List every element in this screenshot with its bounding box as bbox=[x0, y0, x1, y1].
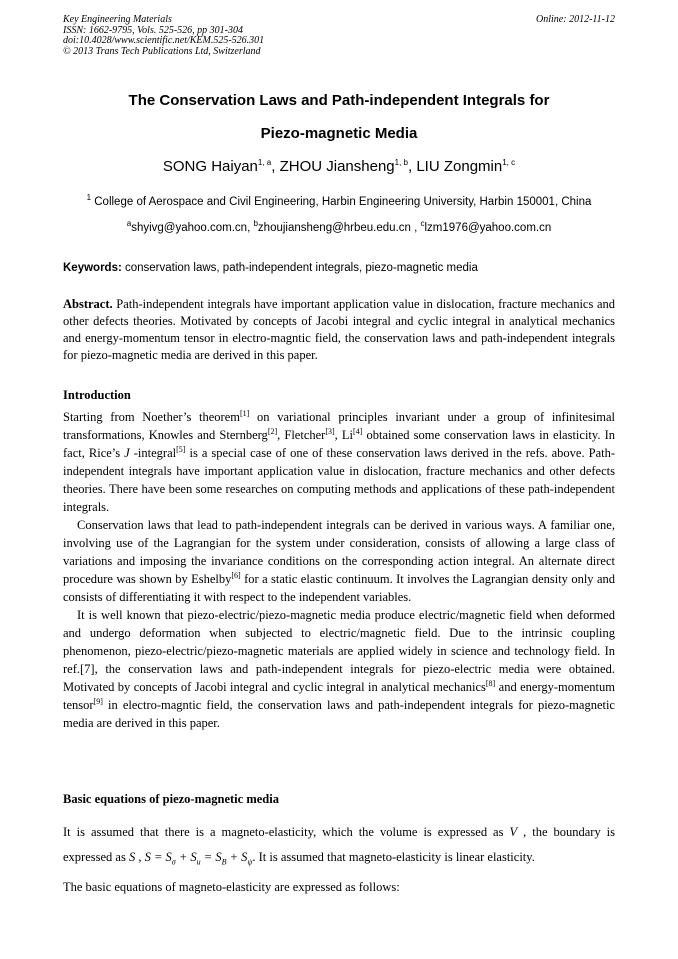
text-run: -integral bbox=[133, 446, 177, 460]
author-sup: 1, a bbox=[257, 158, 272, 167]
text-run: in electro-magntic field, the conservation laws and path-independent integrals for piezo-magnetic media are derived in this paper. bbox=[63, 698, 615, 730]
citation[interactable]: [2] bbox=[267, 426, 278, 436]
text-run: It is assumed that there is a magneto-elasticity, which the volume is expressed as bbox=[63, 825, 504, 839]
online-date: Online: 2012-11-12 bbox=[536, 14, 615, 25]
citation[interactable]: [4] bbox=[353, 426, 363, 436]
affiliation-text: College of Aerospace and Civil Engineering, Harbin Engineering University, Harbin 150001, China bbox=[94, 196, 592, 208]
math-symbol: J bbox=[124, 446, 130, 460]
math-symbol: V bbox=[509, 825, 518, 839]
citation[interactable]: [5] bbox=[176, 444, 186, 454]
email-sup: c bbox=[420, 219, 425, 229]
text-run: , Li bbox=[334, 428, 354, 442]
keywords-label: Keywords: bbox=[63, 262, 122, 274]
text-run: obtained some conservation laws in elasticity. In fact, Rice’s bbox=[63, 428, 615, 460]
text-run: for a static elastic continuum. It involves the Lagrangian density only and consists of differentiating it with respect to the independent variables. bbox=[63, 572, 615, 604]
author-sup: 1, c bbox=[502, 158, 516, 167]
boundary-equation: $S = S_\sigma + S_u = S_B + S_\psi$ bbox=[144, 850, 253, 867]
journal-name: Key Engineering Materials bbox=[63, 14, 172, 25]
doi-line: doi:10.4028/www.scientific.net/KEM.525-526.301 bbox=[63, 35, 265, 46]
citation[interactable]: [3] bbox=[325, 426, 335, 436]
math-symbol: S bbox=[128, 850, 136, 864]
text-run: The basic equations of magneto-elasticity are expressed as follows: bbox=[63, 879, 400, 894]
email-sup: a bbox=[126, 219, 132, 229]
email-sup: b bbox=[253, 219, 258, 229]
affiliation-sup: 1 bbox=[86, 193, 92, 203]
text-run: , Fletcher bbox=[277, 428, 326, 442]
author-sup: 1, b bbox=[394, 158, 408, 167]
email-link[interactable]: lzm1976@yahoo.com.cn bbox=[424, 222, 552, 234]
basic-equations-body bbox=[63, 820, 615, 900]
intro-paragraph-2 bbox=[63, 516, 615, 606]
author-list: SONG Haiyan$^{1, a}$, ZHOU Jiansheng$^{1, b}$, LIU Zongmin$^{1, c}$ bbox=[162, 158, 516, 175]
text-run: , the boundary is expressed as bbox=[63, 825, 616, 864]
abstract-label: Abstract. bbox=[63, 297, 113, 311]
intro-paragraph-1 bbox=[63, 408, 615, 516]
abstract-text: Path-independent integrals have important application value in dislocation, fracture mechanics and other defects theories. Motivated by concepts of Jacobi integral and cyclic integral in analytical mechanics and energy-momentum tensor in electro-magntic field, the conservation laws and path-independent integrals for piezo-magnetic media are derived in this paper. bbox=[63, 297, 615, 362]
intro-paragraph-3 bbox=[63, 606, 615, 732]
text-run: Conservation laws that lead to path-independent integrals can be derived in various ways. A familiar one, involving use of the Lagrangian for the system under consideration, consists of allowing a large class of variations and imposing the invariance conditions on the corresponding action integral. An alternate direct procedure was shown by Eshelby bbox=[63, 518, 615, 586]
email-link[interactable]: zhoujiansheng@hrbeu.edu.cn , bbox=[257, 222, 418, 234]
text-run: , bbox=[138, 850, 142, 864]
author-name: ZHOU Jiansheng bbox=[279, 158, 395, 175]
section-heading-basic-equations: Basic equations of piezo-magnetic media bbox=[63, 792, 279, 806]
email-link[interactable]: shyivg@yahoo.com.cn, bbox=[131, 222, 251, 234]
text-run: is a special case of one of these conservation laws derived in the refs. above. Path-independent integrals have important application value in dislocation, fracture mechanics and other defects theories. There have been some researches on computing methods and applications of these path-independent integrals. bbox=[63, 446, 616, 514]
journal-header bbox=[63, 15, 264, 57]
citation[interactable]: [6] bbox=[231, 570, 241, 580]
citation[interactable]: [9] bbox=[93, 696, 103, 706]
copyright-line: © 2013 Trans Tech Publications Ltd, Switzerland bbox=[63, 45, 261, 57]
keywords-text: conservation laws, path-independent integrals, piezo-magnetic media bbox=[125, 262, 478, 274]
citation[interactable]: [1] bbox=[239, 408, 250, 418]
keywords bbox=[63, 262, 615, 274]
text-run: It is well known that piezo-electric/piezo-magnetic media produce electric/magnetic field when deformed and undergo deformation when subjected to electric/magnetic field. Due to the intrinsic coupling phenomenon, piezo-electric/piezo-magnetic materials are applied widely in science and technology field. In ref.[7], the conservation laws and path-independent integrals for piezo-electric media were obtained. Motivated by concepts of Jacobi integral and cyclic integral in analytical mechanics bbox=[63, 608, 615, 694]
author-name: SONG Haiyan bbox=[162, 158, 258, 175]
abstract bbox=[63, 296, 615, 364]
paper-title-line2: Piezo-magnetic Media bbox=[260, 125, 418, 142]
introduction-body bbox=[63, 408, 615, 732]
section-heading-introduction: Introduction bbox=[63, 388, 131, 402]
email-line bbox=[0, 219, 678, 234]
text-run: on variational principles invariant under a group of infinitesimal transformations, Knowles and Sternberg bbox=[63, 410, 616, 442]
affiliation bbox=[0, 193, 678, 208]
author-name: LIU Zongmin bbox=[416, 158, 503, 175]
text-run: and energy-momentum tensor bbox=[63, 680, 615, 712]
text-run: . It is assumed that magneto-elasticity is linear elasticity. bbox=[252, 850, 535, 864]
issn-line: ISSN: 1662-9795, Vols. 525-526, pp 301-304 bbox=[63, 24, 243, 36]
text-run: Starting from Noether’s theorem bbox=[63, 410, 240, 424]
paper-title-line1: The Conservation Laws and Path-independent Integrals for bbox=[128, 92, 550, 109]
citation[interactable]: [8] bbox=[485, 678, 496, 688]
